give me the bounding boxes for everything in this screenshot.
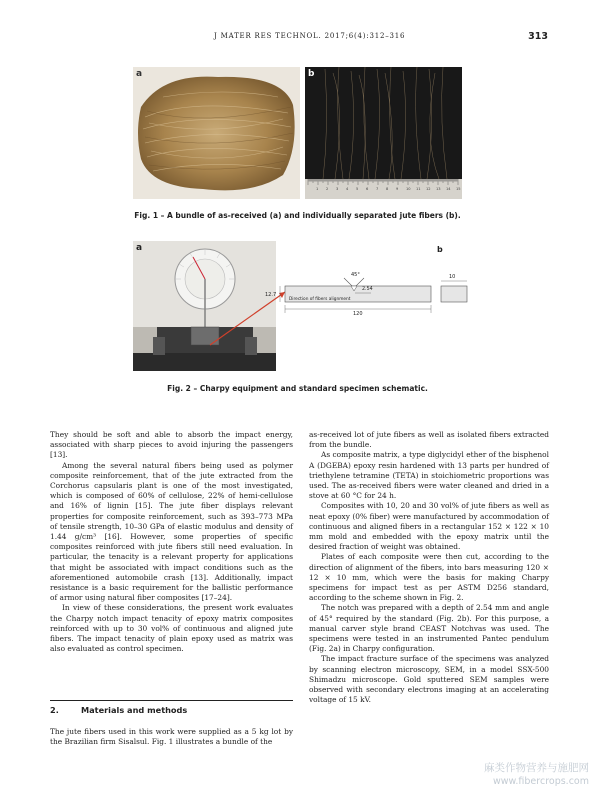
paragraph: Composites with 10, 20 and 30 vol% of jute fibers as well as neat epoxy (0% fiber) were manufactured by accommodation of continuous and aligned fibers in a rectangular 152 × 122 × 10 mm mold and embedded with the epoxy matrix until the desired fraction of weight was obtained. [309, 501, 549, 552]
paragraph: Plates of each composite were then cut, according to the direction of alignment of the fibers, into bars measuring 120 × 12 × 10 mm, which were the basis for making Charpy specimens for impact test as per ASTM D256 standard, according to the scheme shown in Fig. 2. [309, 552, 549, 603]
figure-1 [133, 67, 463, 199]
label-width: 10 [449, 274, 456, 280]
ruler-number: 12 [426, 187, 431, 191]
figure-2 [133, 241, 483, 371]
panel-label-a: a [136, 243, 143, 253]
ruler-number: 4 [346, 187, 349, 191]
ruler-number: 8 [386, 187, 389, 191]
ruler-number: 10 [406, 187, 411, 191]
section-paragraph: The jute fibers used in this work were supplied as a 5 kg lot by the Brazilian firm Sisalsul. Fig. 1 illustrates a bundle of the [50, 727, 293, 747]
left-column [50, 430, 293, 654]
jute-bundle-photo [133, 67, 300, 199]
section-title: Materials and methods [81, 705, 188, 715]
ruler-number: 6 [366, 187, 369, 191]
label-length: 120 [353, 311, 363, 317]
figure-1-caption: Fig. 1 – A bundle of as-received (a) and individually separated jute fibers (b). [134, 211, 461, 220]
ruler-number: 3 [336, 187, 339, 191]
label-angle: 45° [351, 272, 360, 278]
ruler-number: 9 [396, 187, 399, 191]
separated-fibers-photo [305, 67, 462, 199]
panel-label-a: a [136, 69, 143, 79]
paragraph: They should be soft and able to absorb the impact energy, associated with sharp pieces to avoid injuring the passengers [13]. [50, 430, 293, 460]
ruler-number: 2 [326, 187, 329, 191]
journal-citation: J MATER RES TECHNOL. 2017;6(4):312–316 [214, 32, 406, 40]
label-direction: Direction of fibers alignment [289, 297, 351, 302]
ruler-number: 7 [376, 187, 379, 191]
running-header [0, 32, 595, 46]
site-watermark [459, 762, 589, 788]
ruler-number: 13 [436, 187, 441, 191]
paragraph: As composite matrix, a type diglycidyl ether of the bisphenol A (DGEBA) epoxy resin hardened with 13 parts per hundred of triethylene tetramine (TETA) in stoichiometric proportions was used. The as-received fibers were water cleaned and dried in a stove at 60 °C for 24 h. [309, 450, 549, 501]
ruler-number: 11 [416, 187, 421, 191]
label-height: 12.7 [265, 292, 277, 298]
section-heading [50, 700, 293, 715]
watermark-line-1: 麻类作物营养与施肥网 [484, 762, 589, 774]
right-column [309, 430, 549, 705]
paragraph: The notch was prepared with a depth of 2.54 mm and angle of 45° required by the standard (Fig. 2b). For this purpose, a manual carver style brand CEAST Notchvas was used. The specimens were tested in an instrumented Pantec pendulum (Fig. 2a) in Charpy configuration. [309, 603, 549, 654]
ruler-number: 15 [456, 187, 461, 191]
panel-label-b: b [437, 245, 443, 254]
page-number: 313 [528, 31, 548, 42]
paragraph: The impact fracture surface of the specimens was analyzed by scanning electron microscopy, SEM, in a model SSX-500 Shimadzu microscope. Gold sputtered SEM samples were observed with secondary electrons imaging at an accelerating voltage of 15 kV. [309, 654, 549, 705]
paragraph: Among the several natural fibers being used as polymer composite reinforcement, that of the jute extracted from the Corchorus capsularis plant is one of the most investigated, which is composed of 60% of cellulose, 22% of hemi-cellulose and 16% of lignin [15]. The jute fiber displays relevant properties for composite reinforcement, such as 393–773 MPa of tensile strength, 10–30 GPa of elastic modulus and density of 1.44 g/cm³ [16]. However, some properties of specific composites reinforced with jute fibers still need evaluation. In particular, the tenacity is a relevant property for applications that might be associated with impact conditions such as the aforementioned automobile crash [13]. Additionally, impact resistance is a basic requirement for the ballistic performance of armor using natural fiber composites [17–24]. [50, 460, 293, 603]
ruler [305, 179, 462, 199]
specimen-schematic [133, 241, 483, 371]
label-notch-depth: 2.54 [362, 287, 373, 292]
watermark-line-2: www.fibercrops.com [492, 776, 589, 787]
section-number: 2. [50, 705, 59, 715]
ruler-number: 14 [446, 187, 451, 191]
paragraph: as-received lot of jute fibers as well as isolated fibers extracted from the bundle. [309, 430, 549, 450]
paragraph: In view of these considerations, the present work evaluates the Charpy notch impact tenacity of epoxy matrix composites reinforced with up to 30 vol% of continuous and aligned jute fibers. The impact tenacity of plain epoxy used as matrix was also evaluated as control specimen. [50, 603, 293, 654]
ruler-number: 5 [356, 187, 359, 191]
panel-label-b: b [308, 69, 315, 79]
ruler-number: 1 [316, 187, 319, 191]
figure-2-caption: Fig. 2 – Charpy equipment and standard specimen schematic. [167, 384, 428, 393]
